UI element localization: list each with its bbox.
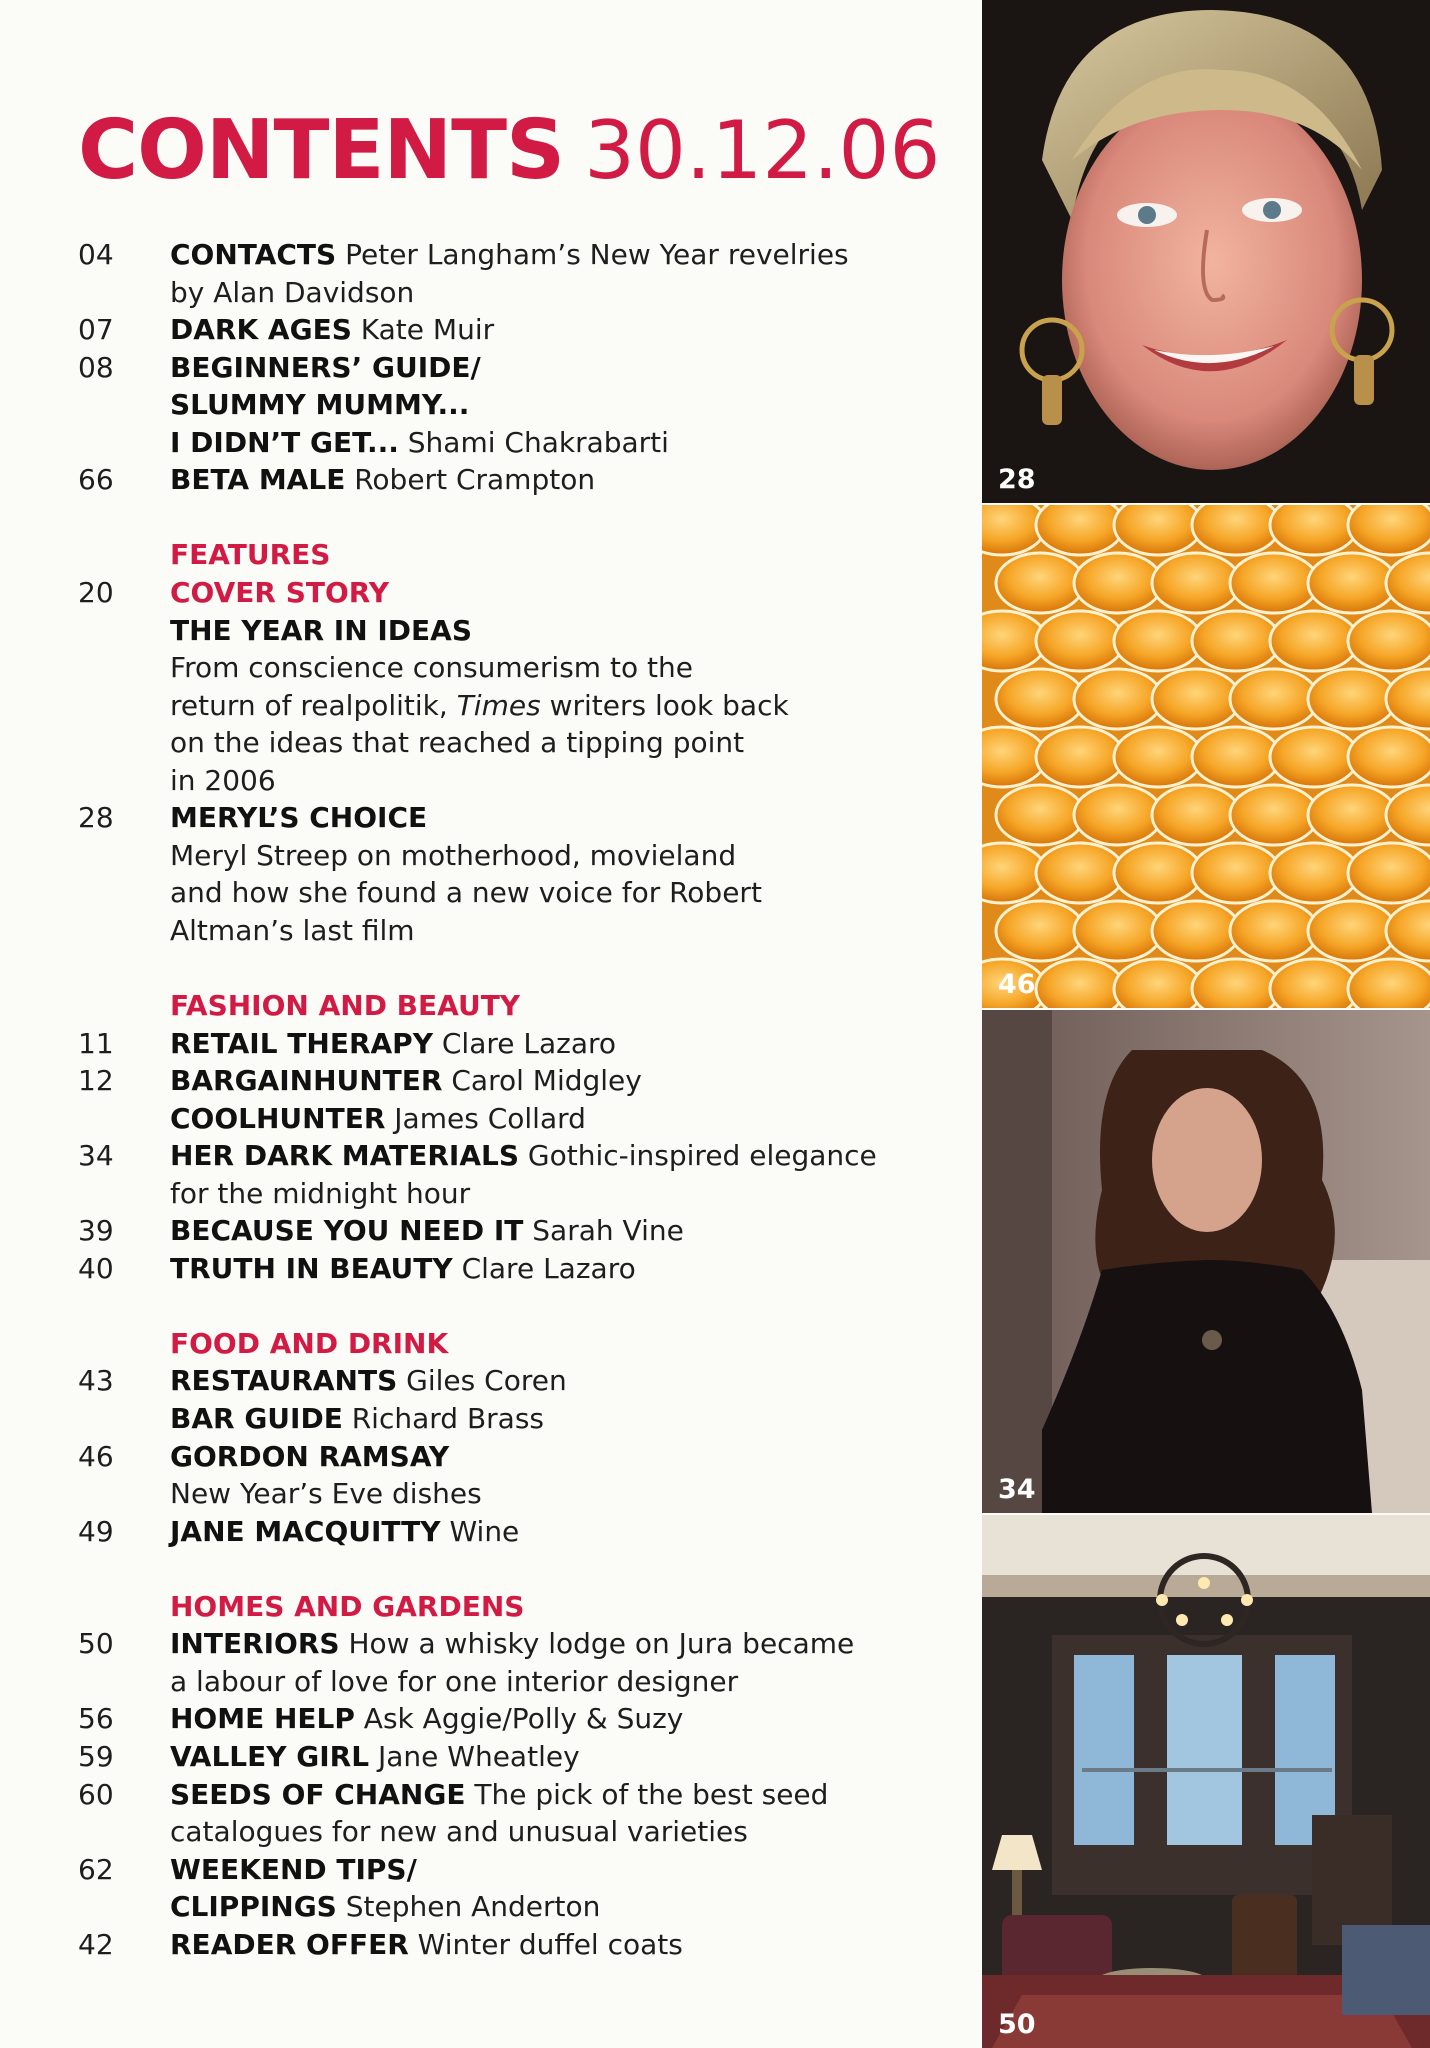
orange-segment <box>1270 505 1358 555</box>
entry-description: Kate Muir <box>351 313 495 346</box>
orange-segment <box>1308 553 1396 613</box>
entry-title: VALLEY GIRL <box>170 1740 370 1773</box>
orange-segment <box>1074 901 1162 961</box>
page-number: 66 <box>78 463 114 496</box>
page-number: 34 <box>78 1139 114 1172</box>
portrait-photo[interactable] <box>982 0 1430 503</box>
entry-description: Sarah Vine <box>523 1214 684 1247</box>
entry-text <box>170 1513 519 1551</box>
entry-title: DARK AGES <box>170 313 352 346</box>
orange-segment <box>1270 959 1358 1008</box>
orange-segment <box>996 669 1084 729</box>
entry-description: Winter duffel coats <box>408 1928 683 1961</box>
entry-title: GORDON RAMSAY <box>170 1440 450 1473</box>
entry-title: BETA MALE <box>170 463 346 496</box>
entry-description: on the ideas that reached a tipping point <box>170 726 745 759</box>
entry-description: New Year’s Eve dishes <box>170 1477 482 1510</box>
entry-title: SLUMMY MUMMY... <box>170 388 470 421</box>
page-number: 07 <box>78 313 114 346</box>
fashion-photo[interactable] <box>982 1010 1430 1513</box>
entry-text <box>170 274 414 312</box>
entry-text <box>170 1400 544 1438</box>
entry-text <box>170 1362 567 1400</box>
page-number: 60 <box>78 1778 114 1811</box>
entry-text <box>170 1776 828 1814</box>
orange-segment <box>996 553 1084 613</box>
entry-title: JANE MACQUITTY <box>170 1515 441 1548</box>
entry-text <box>170 1888 600 1926</box>
entry-text <box>170 1475 482 1513</box>
orange-segment <box>1230 901 1318 961</box>
orange-segment <box>1036 843 1124 903</box>
orange-segment <box>1270 611 1358 671</box>
entry-description: How a whisky lodge on Jura became <box>339 1627 855 1660</box>
entry-text <box>170 1926 683 1964</box>
orange-segment <box>1348 505 1430 555</box>
orange-segment <box>1192 505 1280 555</box>
entry-title: HOME HELP <box>170 1702 355 1735</box>
entry-title: BECAUSE YOU NEED IT <box>170 1214 524 1247</box>
section-title: HOMES AND GARDENS <box>170 1590 525 1623</box>
orange-segment <box>1152 669 1240 729</box>
orange-segment <box>1114 843 1202 903</box>
entry-description: and how she found a new voice for Robert <box>170 876 762 909</box>
page-number: 49 <box>78 1515 114 1548</box>
orange-segment <box>1074 669 1162 729</box>
entry-text <box>170 799 427 837</box>
photo-page-number: 34 <box>998 1474 1036 1505</box>
section-title: FOOD AND DRINK <box>170 1327 449 1360</box>
entry-description: James Collard <box>385 1102 586 1135</box>
page-number: 28 <box>78 801 114 834</box>
page-number: 43 <box>78 1364 114 1397</box>
entry-text <box>170 912 415 950</box>
entry-description: Wine <box>440 1515 520 1548</box>
orange-segment <box>1114 727 1202 787</box>
photo-page-number: 50 <box>998 2009 1036 2040</box>
entry-description: Gothic-inspired elegance <box>519 1139 877 1172</box>
orange-segment <box>1192 611 1280 671</box>
entry-text <box>170 1062 642 1100</box>
entry-description: a labour of love for one interior designer <box>170 1665 739 1698</box>
entry-description: Clare Lazaro <box>432 1027 617 1060</box>
entry-text <box>170 461 595 499</box>
entry-description: for the midnight hour <box>170 1177 471 1210</box>
entry-title: HER DARK MATERIALS <box>170 1139 520 1172</box>
page-number: 56 <box>78 1702 114 1735</box>
page-number: 04 <box>78 238 114 271</box>
fashion-photo-icon <box>982 1010 1430 1513</box>
entry-description: Carol Midgley <box>442 1064 642 1097</box>
page-number: 08 <box>78 351 114 384</box>
entry-description: From conscience consumerism to the <box>170 651 693 684</box>
entry-title: CLIPPINGS <box>170 1890 337 1923</box>
orange-segment <box>1036 727 1124 787</box>
orange-segment <box>1230 669 1318 729</box>
entry-text <box>170 1851 417 1889</box>
entry-description: by Alan Davidson <box>170 276 415 309</box>
orange-segment <box>1152 785 1240 845</box>
orange-segment <box>1270 843 1358 903</box>
entry-text <box>170 1175 470 1213</box>
entry-text <box>170 1212 684 1250</box>
entry-description: The pick of the best seed <box>465 1778 829 1811</box>
orange-segment <box>1348 727 1430 787</box>
entry-text <box>170 1625 854 1663</box>
orange-segment <box>1348 611 1430 671</box>
page-number: 11 <box>78 1027 114 1060</box>
orange-segment <box>1114 505 1202 555</box>
entry-description: Peter Langham’s New Year revelries <box>336 238 849 271</box>
entry-text <box>170 687 789 725</box>
page-number: 39 <box>78 1214 114 1247</box>
entry-description: Meryl Streep on motherhood, movieland <box>170 839 737 872</box>
oranges-photo[interactable] <box>982 505 1430 1008</box>
entry-description: catalogues for new and unusual varieties <box>170 1815 748 1848</box>
photo-page-number: 28 <box>998 464 1036 495</box>
entry-title: WEEKEND TIPS/ <box>170 1853 417 1886</box>
entry-title: MERYL’S CHOICE <box>170 801 428 834</box>
orange-segment <box>1308 901 1396 961</box>
orange-segment <box>1230 785 1318 845</box>
orange-segment <box>1074 553 1162 613</box>
entry-text <box>170 1663 738 1701</box>
page-number: 62 <box>78 1853 114 1886</box>
page-number: 12 <box>78 1064 114 1097</box>
entry-description: writers look back <box>540 689 789 722</box>
entry-title: CONTACTS <box>170 238 337 271</box>
entry-text <box>170 649 693 687</box>
orange-segment <box>1230 553 1318 613</box>
orange-segment <box>1114 611 1202 671</box>
entry-title: READER OFFER <box>170 1928 409 1961</box>
entry-title: RESTAURANTS <box>170 1364 398 1397</box>
section-title: FEATURES <box>170 538 331 571</box>
entry-title: BARGAINHUNTER <box>170 1064 443 1097</box>
entry-text <box>170 1100 586 1138</box>
entry-text <box>170 837 736 875</box>
entry-italic: Times <box>456 689 541 722</box>
entry-title: BEGINNERS’ GUIDE/ <box>170 351 481 384</box>
section-title: FASHION AND BEAUTY <box>170 989 521 1022</box>
orange-segment <box>1074 785 1162 845</box>
entry-text <box>170 1738 580 1776</box>
entry-description: Clare Lazaro <box>452 1252 636 1285</box>
entry-title: TRUTH IN BEAUTY <box>170 1252 453 1285</box>
orange-segment <box>1192 727 1280 787</box>
entry-title: COOLHUNTER <box>170 1102 386 1135</box>
orange-segment <box>996 785 1084 845</box>
entry-description: Jane Wheatley <box>369 1740 580 1773</box>
entry-text <box>170 874 762 912</box>
page-number: 20 <box>78 576 114 609</box>
orange-segment <box>1192 843 1280 903</box>
entry-text <box>170 1438 449 1476</box>
entry-text <box>170 311 494 349</box>
entry-description: Richard Brass <box>342 1402 545 1435</box>
entry-text <box>170 1813 748 1851</box>
section-title: COVER STORY <box>170 576 390 609</box>
portrait-photo-icon <box>982 0 1430 503</box>
title-word: CONTENTS <box>78 103 565 198</box>
entry-text <box>170 1137 877 1175</box>
orange-segment <box>1114 959 1202 1008</box>
orange-segment <box>1036 959 1124 1008</box>
entry-title: INTERIORS <box>170 1627 340 1660</box>
entry-text <box>170 612 472 650</box>
entry-description: Robert Crampton <box>345 463 596 496</box>
oranges-photo-icon <box>982 505 1430 1008</box>
page-number: 46 <box>78 1440 114 1473</box>
page-title <box>78 103 941 198</box>
entry-text <box>170 424 669 462</box>
entry-text <box>170 1250 636 1288</box>
orange-segment <box>1308 785 1396 845</box>
entry-text <box>170 236 849 274</box>
page-number: 42 <box>78 1928 114 1961</box>
page-number: 50 <box>78 1627 114 1660</box>
orange-segment <box>1192 959 1280 1008</box>
interior-photo-icon <box>982 1515 1430 2048</box>
orange-segment <box>1152 553 1240 613</box>
entry-description: in 2006 <box>170 764 276 797</box>
entry-text <box>170 1025 616 1063</box>
entry-description: Ask Aggie/Polly & Suzy <box>354 1702 684 1735</box>
orange-segment <box>1348 843 1430 903</box>
entry-description: Altman’s last film <box>170 914 415 947</box>
orange-segment <box>1036 505 1124 555</box>
entry-text <box>170 724 744 762</box>
entry-text <box>170 349 481 387</box>
page-number: 40 <box>78 1252 114 1285</box>
interior-photo[interactable] <box>982 1515 1430 2048</box>
entry-title: RETAIL THERAPY <box>170 1027 433 1060</box>
entry-text <box>170 762 276 800</box>
entry-text <box>170 386 469 424</box>
page-number: 59 <box>78 1740 114 1773</box>
orange-segment <box>1036 611 1124 671</box>
entry-description: Stephen Anderton <box>336 1890 601 1923</box>
entry-description: return of realpolitik, <box>170 689 457 722</box>
entry-text <box>170 1700 683 1738</box>
entry-description: Shami Chakrabarti <box>398 426 669 459</box>
entry-title: I DIDN’T GET... <box>170 426 399 459</box>
orange-segment <box>996 901 1084 961</box>
orange-segment <box>1152 901 1240 961</box>
entry-title: THE YEAR IN IDEAS <box>170 614 473 647</box>
entry-title: SEEDS OF CHANGE <box>170 1778 466 1811</box>
orange-segment <box>1270 727 1358 787</box>
photo-page-number: 46 <box>998 969 1036 1000</box>
entry-title: BAR GUIDE <box>170 1402 343 1435</box>
orange-segment <box>1308 669 1396 729</box>
entry-description: Giles Coren <box>397 1364 567 1397</box>
issue-date: 30.12.06 <box>584 104 941 197</box>
